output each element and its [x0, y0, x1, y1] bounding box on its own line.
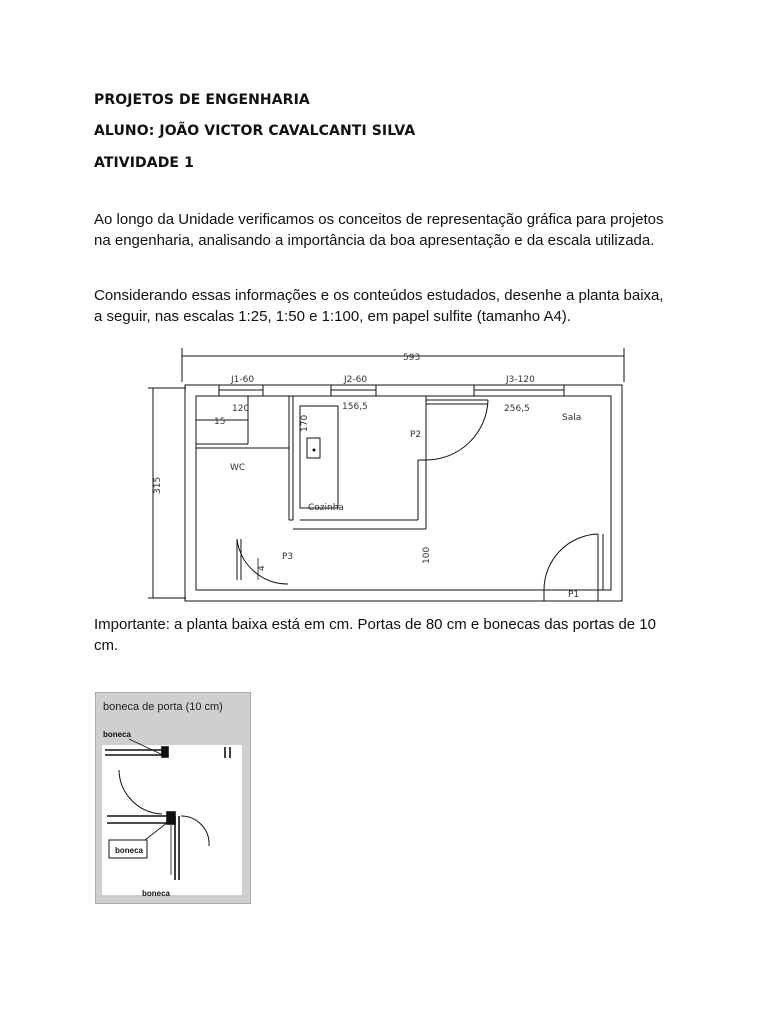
- note-line-2: cm.: [94, 637, 119, 654]
- intro-line-2: na engenharia, analisando a importância da boa apresentação e da escala utilizada.: [94, 232, 655, 249]
- intro-line-1: Ao longo da Unidade verificamos os conceitos de representação gráfica para projetos: [94, 211, 664, 228]
- label-j2: J2-60: [344, 375, 368, 385]
- door-p3-arc: [237, 539, 288, 584]
- dim-height: 315: [153, 476, 163, 494]
- door-p2-label: P2: [410, 430, 422, 440]
- detail-label-top: boneca: [103, 730, 132, 739]
- label-j3: J3-120: [506, 375, 535, 385]
- door-p3-label: P3: [282, 552, 294, 562]
- room-sala: Sala: [562, 413, 582, 423]
- door-p1-arc: [544, 534, 598, 590]
- dim-100: 100: [422, 546, 432, 564]
- dim-156: 156,5: [342, 402, 368, 412]
- detail-title: boneca de porta (10 cm): [103, 701, 223, 713]
- dim-120: 120: [232, 404, 250, 414]
- label-j1: J1-60: [231, 375, 255, 385]
- dim-170: 170: [300, 414, 310, 432]
- dim-256: 256,5: [504, 404, 530, 414]
- sink: [307, 438, 320, 458]
- note-paragraph: [94, 614, 694, 656]
- intro-paragraph: [94, 209, 694, 251]
- activity-title: ATIVIDADE 1: [94, 155, 194, 171]
- student-name: ALUNO: JOÃO VICTOR CAVALCANTI SILVA: [94, 123, 416, 139]
- course-title: PROJETOS DE ENGENHARIA: [94, 92, 310, 108]
- door-p1-label: P1: [568, 590, 580, 600]
- dim-4: 4: [257, 565, 267, 571]
- note-line-1: Importante: a planta baixa está em cm. Portas de 80 cm e bonecas das portas de 10: [94, 616, 656, 633]
- detail-label-box: boneca: [115, 846, 144, 855]
- task-paragraph: [94, 285, 694, 327]
- task-line-1: Considerando essas informações e os conteúdos estudados, desenhe a planta baixa,: [94, 287, 664, 304]
- room-wc: WC: [230, 463, 246, 473]
- door-p2-arc: [426, 400, 488, 460]
- detail-label-bottom: boneca: [142, 889, 171, 898]
- door-jamb-detail: [95, 692, 251, 904]
- dim-width: 593: [403, 353, 421, 363]
- room-cozinha: Cozinha: [308, 503, 344, 513]
- dim-15: 15: [214, 417, 226, 427]
- floor-plan: [148, 344, 630, 606]
- task-line-2: a seguir, nas escalas 1:25, 1:50 e 1:100, em papel sulfite (tamanho A4).: [94, 308, 571, 325]
